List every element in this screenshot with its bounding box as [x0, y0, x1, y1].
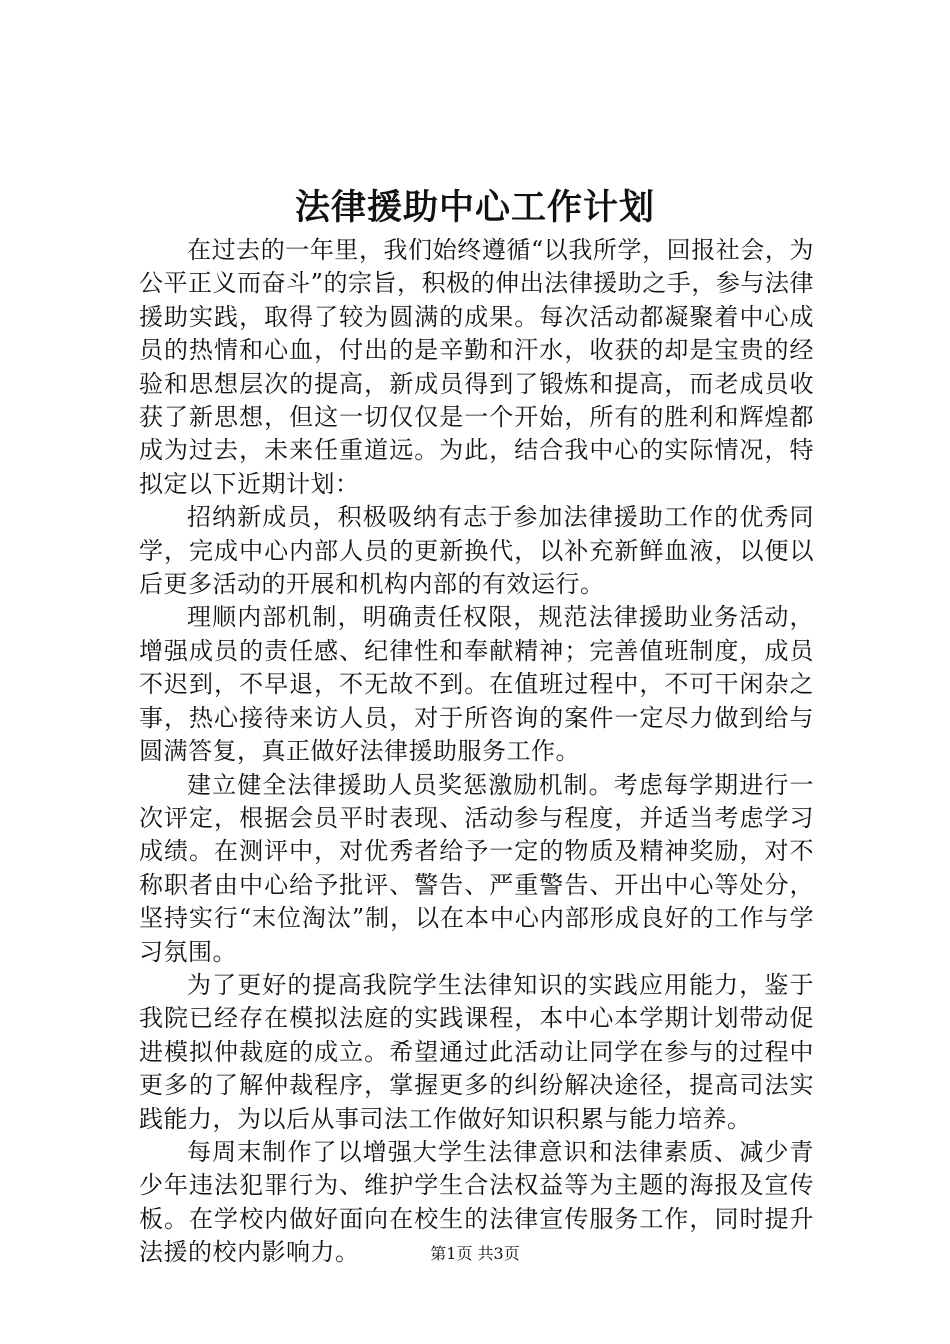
document-body	[139, 234, 814, 1270]
document-title: 法律援助中心工作计划	[294, 187, 655, 228]
paragraph-internal-mechanism: 理顺内部机制，明确责任权限，规范法律援助业务活动，增强成员的责任感、纪律性和奉献精神；完善值班制度，成员不迟到，不早退，不无故不到。在值班过程中，不可干闲杂之事，热心接待来访人员，对于所咨询的案件一定尽力做到给与圆满答复，真正做好法律援助服务工作。	[139, 603, 814, 766]
paragraph-publicity: 每周末制作了以增强大学生法律意识和法律素质、减少青少年违法犯罪行为、维护学生合法权益等为主题的海报及宣传板。在学校内做好面向在校生的法律宣传服务工作，同时提升法援的校内影响力。	[139, 1137, 814, 1267]
paragraph-recruitment: 招纳新成员，积极吸纳有志于参加法律援助工作的优秀同学，完成中心内部人员的更新换代，以补充新鲜血液，以便以后更多活动的开展和机构内部的有效运行。	[139, 503, 814, 599]
paragraph-incentive-mechanism: 建立健全法律援助人员奖惩激励机制。考虑每学期进行一次评定，根据会员平时表现、活动参与程度，并适当考虑学习成绩。在测评中，对优秀者给予一定的物质及精神奖励，对不称职者由中心给予批评、警告、严重警告、开出中心等处分，坚持实行“末位淘汰”制，以在本中心内部形成良好的工作与学习氛围。	[139, 770, 814, 966]
page-footer: 第1页 共3页	[430, 1244, 520, 1263]
paragraph-intro: 在过去的一年里，我们始终遵循“以我所学，回报社会，为公平正义而奋斗”的宗旨，积极的伸出法律援助之手，参与法律援助实践，取得了较为圆满的成果。每次活动都凝聚着中心成员的热情和心血，付出的是辛勤和汗水，收获的却是宝贵的经验和思想层次的提高，新成员得到了锻炼和提高，而老成员收获了新思想，但这一切仅仅是一个开始，所有的胜利和辉煌都成为过去，未来任重道远。为此，结合我中心的实际情况，特拟定以下近期计划：	[139, 236, 814, 498]
paragraph-arbitration-court: 为了更好的提高我院学生法律知识的实践应用能力，鉴于我院已经存在模拟法庭的实践课程，本中心本学期计划带动促进模拟仲裁庭的成立。希望通过此活动让同学在参与的过程中更多的了解仲裁程序，掌握更多的纠纷解决途径，提高司法实践能力，为以后从事司法工作做好知识积累与能力培养。	[139, 970, 814, 1133]
